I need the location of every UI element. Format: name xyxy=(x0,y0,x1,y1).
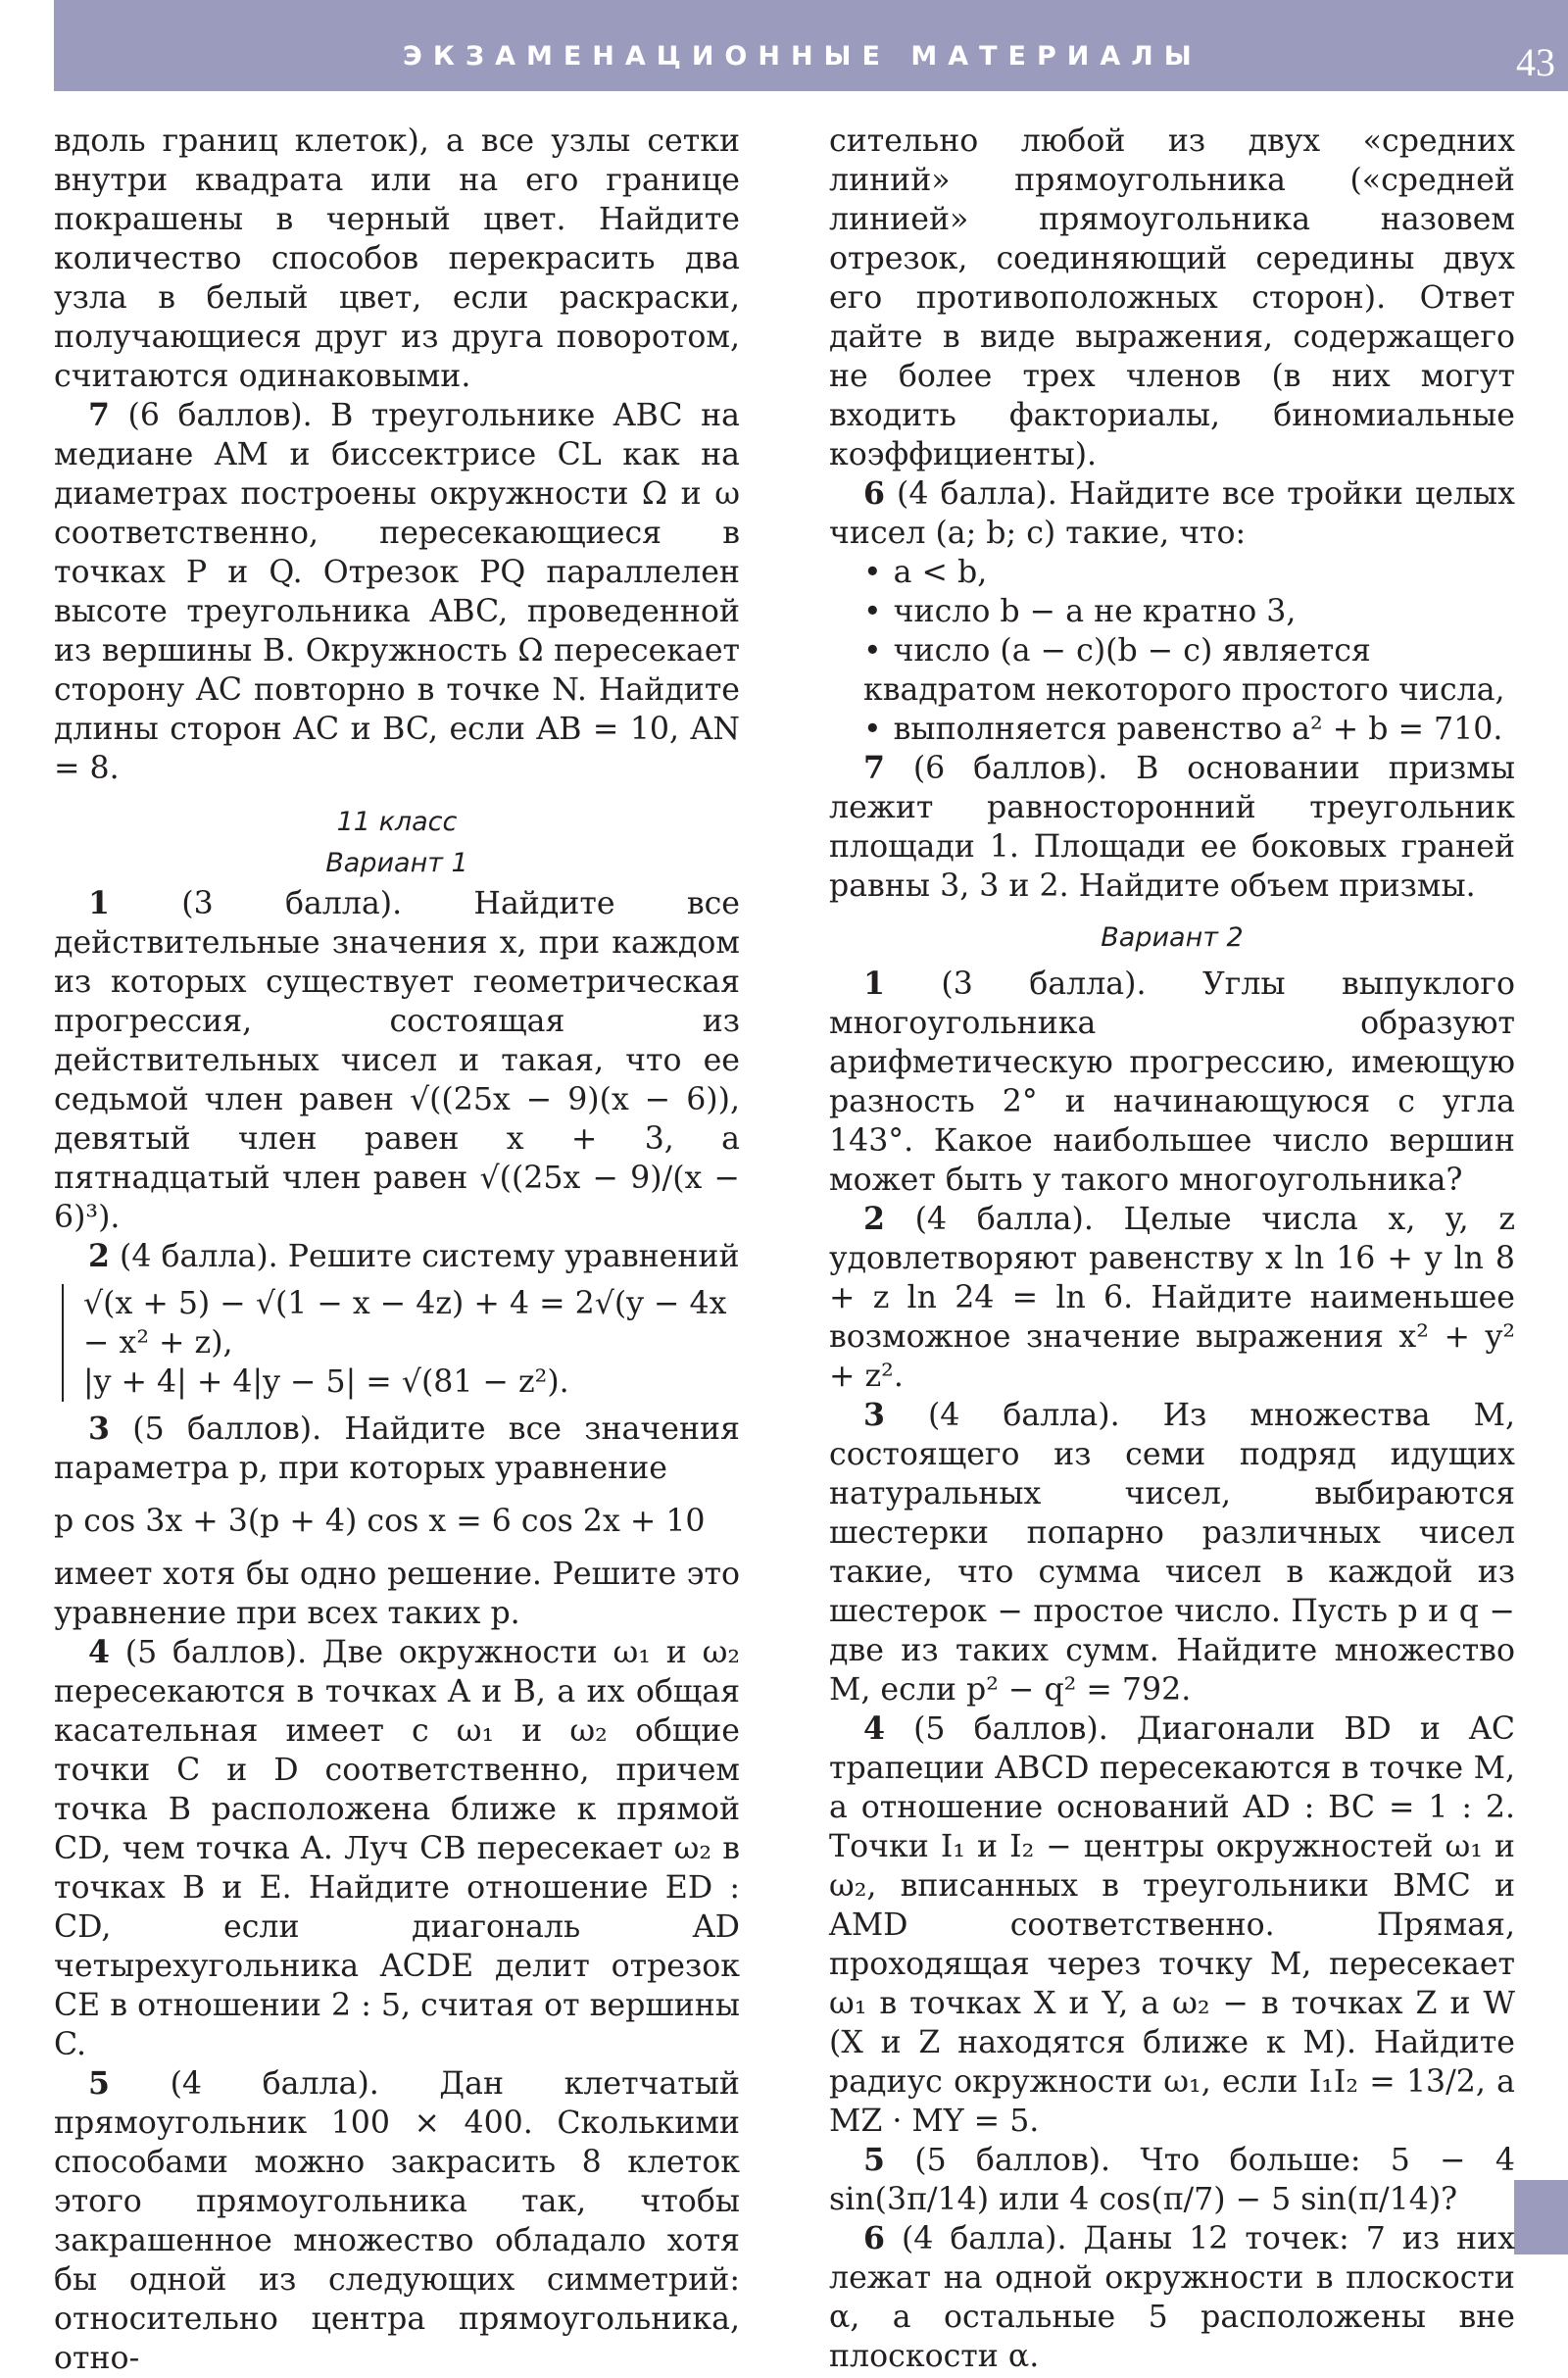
problem-6 xyxy=(829,2219,1515,2376)
bullet-item: • выполняется равенство a² + b = 710. xyxy=(829,710,1515,749)
problem-text: (3 балла). Найдите все действительные значения x, при каждом из которых существует геометрическая прогрессия, состоящая из действительных чисел и такая, что ее седьмой член равен √((25x − 9)(x − 6)), девятый член равен x + 3, а пятнадцатый член равен √((25x − 9)/(x − 6)³). xyxy=(54,886,740,1235)
problem-1 xyxy=(54,884,740,1237)
problem-4 xyxy=(54,1633,740,2064)
problem-number: 6 xyxy=(863,475,885,512)
grade-heading: 11 класс xyxy=(336,807,458,837)
problem-text: (5 баллов). Что больше: 5 − 4 sin(3π/14) или 4 cos(π/7) − 5 sin(π/14)? xyxy=(829,2143,1515,2217)
problem-number: 1 xyxy=(88,885,110,921)
problem-text: (4 балла). Из множества M, состоящего из семи подряд идущих натуральных чисел, выбираются шестерки попарно различных чисел такие, что сумма чисел в каждой из шестерок − простое число. Пусть p и q − две из таких сумм. Найдите множество M, если p² − q² = 792. xyxy=(829,1398,1515,1708)
problem-4 xyxy=(829,1709,1515,2141)
problem-text: (4 балла). Решите систему уравнений xyxy=(109,1239,740,1274)
right-column xyxy=(829,122,1515,2376)
problem-text: (5 баллов). Две окружности ω₁ и ω₂ пересекаются в точках A и B, а их общая касательная имеет с ω₁ и ω₂ общие точки C и D соответственно, причем точка B расположена ближе к прямой CD, чем точка A. Луч CB пересекает ω₂ в точках B и E. Найдите отношение ED : CD, если диагональ AD четырехугольника ACDE делит отрезок CE в отношении 2 : 5, считая от вершины C. xyxy=(54,1635,740,2062)
problem-7 xyxy=(829,749,1515,906)
problem-number: 2 xyxy=(863,1201,885,1237)
problem-3-tail: имеет хотя бы одно решение. Решите это уравнение при всех таких p. xyxy=(54,1557,740,1631)
problem-number: 7 xyxy=(88,397,110,433)
page-number: 43 xyxy=(1516,40,1555,84)
problem-number: 4 xyxy=(863,1710,885,1747)
problem-5 xyxy=(54,2064,740,2378)
problem-text: (4 балла). Целые числа x, y, z удовлетворяют равенству x ln 16 + y ln 8 + z ln 24 = ln 6. Найдите наименьшее возможное значение выражения x² + y² + z². xyxy=(829,1202,1515,1394)
problem-2 xyxy=(829,1200,1515,1396)
problem-text: (4 балла). Найдите все тройки целых чисел (a; b; c) такие, что: xyxy=(829,476,1515,551)
problem-number: 7 xyxy=(863,750,885,786)
problem-3 xyxy=(829,1396,1515,1709)
problem-text: (3 балла). Углы выпуклого многоугольника образуют арифметическую прогрессию, имеющую разность 2° и начинающуюся с угла 143°. Какое наибольшее число вершин может быть у такого многоугольника? xyxy=(829,966,1515,1198)
running-title: ЭКЗАМЕНАЦИОННЫЕ МАТЕРИАЛЫ xyxy=(403,41,1202,72)
problem-7 xyxy=(54,396,740,788)
problem-number: 5 xyxy=(88,2065,110,2102)
equation-3: p cos 3x + 3(p + 4) cos x = 6 cos 2x + 10 xyxy=(54,1504,706,1539)
problem-number: 2 xyxy=(88,1238,110,1274)
problem-number: 6 xyxy=(863,2220,885,2256)
bullet-item: • число b − a не кратно 3, xyxy=(829,592,1515,631)
problem-text: (5 баллов). Найдите все значения параметра p, при которых уравнение xyxy=(54,1412,740,1486)
variant-heading: Вариант 1 xyxy=(325,848,468,878)
problem-text: (6 баллов). В треугольнике ABC на медиане AM и биссектрисе CL как на диаметрах построены окружности Ω и ω соответственно, пересекающиеся в точках P и Q. Отрезок PQ параллелен высоте треугольника ABC, проведенной из вершины B. Окружность Ω пересекает сторону AC повторно в точке N. Найдите длины сторон AC и BC, если AB = 10, AN = 8. xyxy=(54,398,740,786)
equation-2: |y + 4| + 4|y − 5| = √(81 − z²). xyxy=(83,1364,569,1400)
problem-text: (4 балла). Дан клетчатый прямоугольник 100 × 400. Сколькими способами можно закрасить 8 клеток этого прямоугольника так, чтобы закрашенное множество обладало хотя бы одной из следующих симметрий: относительно центра прямоугольника, отно- xyxy=(54,2066,740,2376)
problem-2 xyxy=(54,1237,740,1276)
problem-text: (4 балла). Даны 12 точек: 7 из них лежат на одной окружности в плоскости α, а остальные 5 расположены вне плоскости α. xyxy=(829,2221,1515,2374)
corner-decoration xyxy=(1514,2180,1568,2254)
paragraph-continuation: сительно любой из двух «средних линий» прямоугольника («средней линией» прямоугольника назовем отрезок, соединяющий середины двух его противоположных сторон). Ответ дайте в виде выражения, содержащего не более трех членов (в них могут входить факториалы, биномиальные коэффициенты). xyxy=(829,124,1515,472)
problem-text: (5 баллов). Диагонали BD и AC трапеции ABCD пересекаются в точке M, а отношение оснований AD : BC = 1 : 2. Точки I₁ и I₂ − центры окружностей ω₁ и ω₂, вписанных в треугольники BMC и AMD соответственно. Прямая, проходящая через точку M, пересекает ω₁ в точках X и Y, а ω₂ − в точках Z и W (X и Z находятся ближе к M). Найдите радиус окружности ω₁, если I₁I₂ = 13/2, а MZ · MY = 5. xyxy=(829,1711,1515,2139)
left-column xyxy=(54,122,740,2378)
problem-number: 3 xyxy=(88,1411,110,1447)
problem-number: 3 xyxy=(863,1397,885,1433)
problem-text: (6 баллов). В основании призмы лежит равносторонний треугольник площади 1. Площади ее боковых граней равны 3, 3 и 2. Найдите объем призмы. xyxy=(829,751,1515,904)
equation-system xyxy=(62,1284,740,1402)
problem-1 xyxy=(829,965,1515,1200)
problem-6 xyxy=(829,474,1515,553)
problem-number: 1 xyxy=(863,966,885,1002)
equation-1: √(x + 5) − √(1 − x − 4z) + 4 = 2√(y − 4x − x² + z), xyxy=(83,1286,727,1361)
bullet-item: • a < b, xyxy=(829,553,1515,592)
problem-5 xyxy=(829,2141,1515,2219)
paragraph-continuation: вдоль границ клеток), а все узлы сетки внутри квадрата или на его границе покрашены в черный цвет. Найдите количество способов перекрасить два узла в белый цвет, если раскраски, получающиеся друг из друга поворотом, считаются одинаковыми. xyxy=(54,124,740,394)
bullet-item: • число (a − c)(b − c) является квадратом некоторого простого числа, xyxy=(829,631,1515,710)
problem-number: 5 xyxy=(863,2142,885,2178)
problem-3 xyxy=(54,1410,740,1488)
problem-number: 4 xyxy=(88,1634,110,1670)
page-header-bar xyxy=(54,0,1568,91)
variant-heading: Вариант 2 xyxy=(1101,922,1244,953)
